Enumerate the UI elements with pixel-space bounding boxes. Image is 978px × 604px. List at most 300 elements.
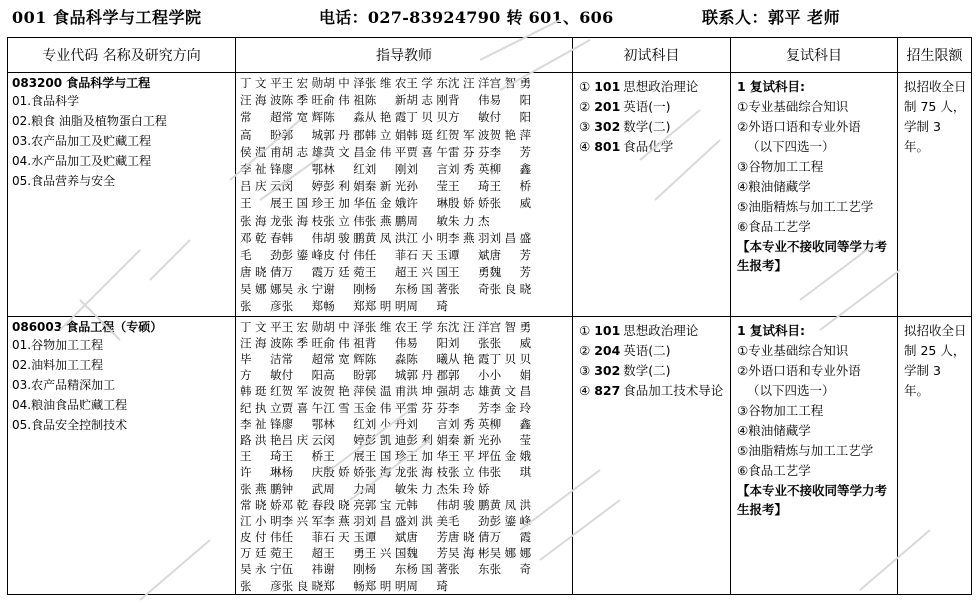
advisor-row [240, 109, 570, 126]
exam-name: 数学(二) [623, 362, 671, 378]
advisor-name: 胡骏鹏 [447, 497, 490, 512]
advisor-name: 王 勇 [447, 265, 490, 280]
advisor-name: 张 东 [447, 562, 490, 577]
advisor-name: 朱力杰 [447, 213, 490, 228]
advisor-name: 陈 新 [364, 93, 407, 108]
retest-title: 1 复试科目: [737, 322, 806, 338]
advisors-cell [236, 73, 573, 317]
exam-code: 201 [594, 99, 621, 114]
advisor-name: 张燕鹏 [364, 213, 407, 228]
exam-mark: ① [579, 79, 591, 94]
advisor-name: 张 郑 [281, 299, 324, 314]
advisor-row [240, 195, 570, 212]
advisor-name: 韩珽红 [240, 384, 282, 399]
exam-code: 302 [594, 362, 621, 378]
exam-code: 101 [594, 79, 621, 94]
retest-title: 1 复试科目: [737, 79, 806, 94]
exam-mark: ③ [579, 119, 591, 134]
advisor-name: 王加华 [323, 196, 365, 211]
advisor-name: 周 敏 [406, 213, 448, 228]
advisor-name: 胡志刚 [406, 93, 448, 108]
advisor-name: 孙 莹 [406, 179, 448, 194]
advisor-name: 廖 鄂 [281, 161, 324, 176]
exam-name: 食品加工技术导论 [623, 382, 724, 398]
advisor-name: 王 勇 [323, 546, 365, 561]
advisor-name: 杨国著 [406, 282, 448, 297]
retest-subject: ⑥食品工艺学 [737, 219, 811, 234]
contact-person: 联系人：郭平 老师 [702, 8, 841, 27]
advisor-name: 杨 东 [364, 282, 407, 297]
advisor-name: 丁贝贝 [406, 110, 448, 125]
advisor-name: 江小明 [406, 230, 448, 245]
advisor-name: 王学东 [406, 76, 448, 90]
exam-name: 数学(二) [623, 119, 671, 134]
advisor-name: 高 盼 [323, 368, 365, 383]
contact-phone: 电话：027-83924790 转 601、606 [319, 8, 614, 27]
advisor-row [240, 529, 570, 545]
advisor-name: 廖 鄂 [281, 416, 324, 431]
advisor-name: 金伟平 [364, 400, 407, 415]
exam-code: 302 [594, 119, 621, 134]
retest-subject: ①专业基础综合知识 [737, 342, 849, 358]
advisor-name: 郭 城 [281, 127, 324, 142]
research-direction: 05.食品安全控制技术 [12, 417, 128, 432]
advisor-name: 万廷菀 [323, 265, 365, 280]
advisor-name: 高 盼 [240, 127, 282, 142]
advisor-name: 朱玲娇 [447, 481, 490, 496]
advisor-name: 江小明 [240, 513, 282, 528]
advisor-name: 殷娇娇 [323, 465, 365, 480]
advisor-name: 彭鎏峰 [281, 247, 324, 262]
retest-subject: ②外语口语和专业外语 [737, 362, 861, 378]
retest-subject: ⑤油脂精炼与加工工艺学 [737, 442, 874, 458]
advisor-name: 俞伟祖 [323, 93, 365, 108]
advisor-name: 钟 武 [281, 481, 324, 496]
advisor-row [240, 281, 570, 298]
retest-note: 【本专业不接收同等学力考生报考】 [737, 239, 888, 273]
advisor-name: 张燕鹏 [240, 481, 282, 496]
advisor-name: 刘 言 [406, 161, 448, 176]
advisor-name: 李燕羽 [447, 230, 490, 245]
advisor-name: 王兴国 [364, 546, 407, 561]
advisor-name: 陈 淼 [323, 110, 365, 125]
advisor-name: 吕庆云 [281, 432, 324, 447]
advisor-name: 王国珍 [364, 449, 407, 464]
advisor-name: 吕庆云 [240, 179, 282, 194]
retest-subject: ①专业基础综合知识 [737, 99, 849, 114]
program-row [8, 73, 972, 317]
advisor-row [240, 497, 570, 513]
advisor-name: 吴娜娜 [489, 546, 532, 561]
quota-cell: 拟招收全日制 75 人，学制 3 年。 [898, 73, 972, 317]
retest-subject: ⑤油脂精炼与加工工艺学 [737, 199, 874, 214]
research-direction: 01.食品科学 [12, 94, 80, 108]
advisor-name: 王国珍 [281, 196, 324, 211]
advisor-row [240, 561, 570, 577]
advisor-row [240, 75, 570, 92]
advisor-name: 刘昌盛 [489, 230, 532, 245]
research-direction: 02.油料加工工程 [12, 357, 104, 372]
advisor-name: 周 敏 [364, 481, 407, 496]
advisor-row [240, 383, 570, 399]
advisor-name: 李金玲 [489, 400, 532, 415]
advisor-name: 汪海波 [240, 93, 282, 108]
advisor-name: 陈季旺 [281, 335, 324, 350]
advisor-row [240, 213, 570, 230]
exam-code: 204 [594, 342, 621, 358]
advisor-name: 贺军波 [447, 127, 490, 142]
retest-subject: ④粮油储藏学 [737, 422, 811, 438]
advisor-name: 韩 伟 [281, 230, 324, 245]
advisor-name: 郭丹郡 [323, 127, 365, 142]
advisor-row [240, 298, 570, 315]
exam-code: 101 [594, 322, 621, 338]
advisor-name: 刘小丹 [364, 416, 407, 431]
exam-subject [579, 97, 728, 117]
advisor-name: 邓乾春 [281, 497, 324, 512]
advisor-name: 黄凤洪 [489, 497, 532, 512]
advisor-name: 谢 刚 [323, 282, 365, 297]
advisor-name: 江雪玉 [323, 400, 365, 415]
advisor-name: 王 展 [240, 196, 282, 211]
advisor-name: 常 超 [240, 110, 282, 125]
retest-subject: ⑥食品工艺学 [737, 462, 811, 478]
advisor-row [240, 144, 570, 161]
advisor-name: 郑明明 [364, 578, 407, 593]
advisor-name: 周 琦 [406, 299, 448, 314]
advisor-row [240, 319, 570, 335]
advisor-name: 彭利娟 [406, 432, 448, 447]
advisor-name: 杨国著 [406, 562, 448, 577]
advisor-name: 杨 东 [364, 562, 407, 577]
advisor-row [240, 335, 570, 351]
retest-subject: ④粮油储藏学 [737, 179, 811, 194]
advisor-name: 张海枝 [406, 465, 448, 480]
advisor-name: 闵 婷 [323, 432, 365, 447]
advisor-name: 谭 斌 [364, 530, 407, 545]
advisor-name: 谢 刚 [323, 562, 365, 577]
advisor-name: 背 伟 [447, 93, 490, 108]
advisor-name: 杨 庆 [281, 465, 324, 480]
major-cell [8, 316, 236, 594]
advisor-name: 张维农 [364, 76, 407, 90]
advisor-name: 从艳霞 [364, 110, 407, 125]
advisor-name: 孙 莹 [489, 432, 532, 447]
advisor-name: 吴海彬 [447, 546, 490, 561]
retest-note: 【本专业不接收同等学力考生报考】 [737, 482, 888, 517]
advisor-name: 雷芬芬 [447, 144, 490, 159]
advisor-name: 李祉锋 [240, 416, 282, 431]
advisor-name: 付 阳 [489, 110, 532, 125]
advisor-name: 王 展 [323, 449, 365, 464]
exam-mark: ① [579, 322, 591, 338]
advisor-name: 张海龙 [240, 213, 282, 228]
advisor-row [240, 367, 570, 383]
major-code-name: 086003 食品工程（专硕） [12, 319, 163, 334]
advisor-name: 李燕羽 [323, 513, 365, 528]
advisor-name: 唐晓倩 [447, 530, 490, 545]
advisor-name: 周 琦 [406, 578, 448, 593]
advisor-row [240, 247, 570, 264]
advisor-name: 王 桥 [489, 179, 532, 194]
advisor-name: 黄文昌 [489, 384, 532, 399]
advisor-name: 张 威 [489, 196, 532, 211]
advisor-name: 付 阳 [281, 368, 324, 383]
advisor-name: 李祉锋 [240, 161, 282, 176]
advisor-name: 石天玉 [323, 530, 365, 545]
exam-mark: ② [579, 342, 591, 358]
research-direction: 04.水产品加工及贮藏工程 [12, 154, 152, 168]
advisor-name: 张 奇 [447, 282, 490, 297]
advisor-name: 吴娜娜 [240, 282, 282, 297]
exam-code: 827 [594, 382, 621, 398]
advisor-name: 许 琳 [240, 465, 282, 480]
advisor-row [240, 416, 570, 432]
advisor-name: 陈 曦 [406, 352, 448, 366]
advisor-name: 王 琦 [240, 449, 282, 464]
research-direction: 03.农产品加工及贮藏工程 [12, 134, 152, 148]
advisor-name: 毕 洁 [240, 352, 282, 366]
advisor-name: 王兴国 [406, 265, 448, 280]
advisor-name: 段晓亮 [323, 497, 365, 512]
advisor-name: 胡中泽 [323, 319, 365, 334]
advisor-name: 王 超 [281, 546, 324, 561]
advisor-name: 王平坪 [447, 449, 490, 464]
advisor-name: 任 菲 [364, 247, 407, 262]
advisor-name: 伍 祎 [281, 562, 324, 577]
advisor-row [240, 92, 570, 109]
advisor-name: 吴永宁 [240, 562, 282, 577]
exam-subject [579, 361, 728, 381]
advisor-name: 朱力杰 [406, 481, 448, 496]
advisor-name: 王宏勋 [281, 319, 324, 334]
advisor-name: 郭 城 [364, 368, 407, 383]
advisor-name: 小 娟 [489, 368, 532, 383]
col-header-initial-exam: 初试科目 [573, 38, 731, 73]
enrollment-table [7, 37, 972, 595]
advisor-name: 洪坤强 [406, 384, 448, 399]
advisor-name: 贺艳萍 [489, 127, 532, 142]
advisor-name: 黄文昌 [323, 144, 365, 159]
advisor-row [240, 127, 570, 144]
advisor-name: 易 阳 [406, 335, 448, 350]
advisor-name: 郑明明 [364, 299, 407, 314]
advisor-name: 常 超 [281, 352, 324, 366]
advisor-name: 刘 刚 [364, 161, 407, 176]
advisor-name: 宫智勇 [489, 319, 532, 334]
advisor-name: 许 琳 [406, 196, 448, 211]
advisor-name: 沈汪洋 [447, 319, 490, 334]
advisor-name: 贾喜午 [406, 144, 448, 159]
exam-code: 801 [594, 139, 621, 154]
advisor-row [240, 464, 570, 480]
advisor-name: 胡中泽 [323, 76, 365, 90]
advisor-name: 谭 斌 [447, 247, 490, 262]
advisor-name: 常宽辉 [323, 352, 365, 366]
advisor-name: 常宽辉 [281, 110, 324, 125]
advisor-row [240, 351, 570, 367]
advisor-name: 张立伟 [323, 213, 365, 228]
advisor-name: 张良晓 [281, 578, 324, 593]
exam-subject [579, 381, 728, 401]
advisor-name: 胡骏鹏 [323, 230, 365, 245]
advisor-name: 彭利娟 [323, 179, 365, 194]
advisor-name: 秦新光 [364, 179, 407, 194]
advisor-name: 贾喜午 [281, 400, 324, 415]
advisor-name: 宫智勇 [489, 76, 532, 90]
advisor-name: 张海枝 [281, 213, 324, 228]
advisor-name: 韩珽红 [406, 127, 448, 142]
retest-subject: （以下四选一） [747, 139, 835, 154]
advisor-name: 韩 伟 [406, 497, 448, 512]
advisor-name: 郭 小 [447, 368, 490, 383]
advisor-name: 李 芳 [447, 400, 490, 415]
col-header-major: 专业代码 名称及研究方向 [8, 38, 236, 73]
advisor-row [240, 578, 570, 594]
advisor-name: 张维农 [364, 319, 407, 334]
advisor-name: 张良晓 [489, 282, 532, 297]
advisor-name: 柳 鑫 [489, 161, 532, 176]
advisor-row [240, 432, 570, 448]
retest-subject: ③谷物加工工程 [737, 402, 824, 418]
advisor-name: 陈季旺 [281, 93, 324, 108]
advisor-name: 李 芳 [489, 144, 532, 159]
advisor-name: 丁贝贝 [489, 352, 532, 366]
advisor-row [240, 178, 570, 195]
advisor-name: 背 伟 [364, 335, 407, 350]
advisor-name: 魏 芳 [489, 265, 532, 280]
page-header [12, 6, 972, 30]
advisor-name: 万 霞 [281, 265, 324, 280]
exam-name: 英语(二) [623, 342, 671, 358]
advisor-name: 张 彦 [240, 578, 282, 593]
advisor-name: 胡志雄 [281, 144, 324, 159]
exam-name: 思想政治理论 [623, 79, 699, 94]
table-header-row [8, 38, 972, 73]
col-header-retest: 复试科目 [731, 38, 898, 73]
col-header-advisors: 指导教师 [236, 38, 573, 73]
advisor-name: 俞伟祖 [323, 335, 365, 350]
advisor-name: 周 力 [323, 481, 365, 496]
advisor-row [240, 481, 570, 497]
retest-subject: ②外语口语和专业外语 [737, 119, 861, 134]
advisor-name: 王 超 [364, 265, 407, 280]
advisor-name: 路洪艳 [240, 432, 282, 447]
research-direction: 04.粮油食品贮藏工程 [12, 397, 128, 412]
advisor-name: 郭宝元 [364, 497, 407, 512]
advisor-name: 石天玉 [406, 247, 448, 262]
retest-cell [731, 316, 898, 594]
initial-exam-cell [573, 316, 731, 594]
advisor-row [240, 161, 570, 178]
advisor-name: 王宏勋 [281, 76, 324, 90]
retest-subject: （以下四选一） [747, 382, 835, 398]
advisor-name: 刘 张 [447, 335, 490, 350]
advisor-name: 黄凤洪 [364, 230, 407, 245]
advisor-name: 胡志雄 [447, 384, 490, 399]
major-cell [8, 73, 236, 317]
advisor-name: 张海龙 [364, 465, 407, 480]
research-direction: 03.农产品精深加工 [12, 377, 116, 392]
major-code-name: 083200 食品科学与工程 [12, 76, 151, 90]
exam-name: 食品化学 [623, 139, 674, 154]
advisor-name: 邓乾春 [240, 230, 282, 245]
advisor-name: 刘秀英 [447, 161, 490, 176]
advisor-name: 韩立娟 [364, 127, 407, 142]
advisor-name: 方 敏 [240, 368, 282, 383]
advisor-row [240, 448, 570, 464]
program-row [8, 316, 972, 594]
quota-cell: 拟招收全日制 25 人，学制 3 年。 [898, 316, 972, 594]
advisor-row [240, 400, 570, 416]
advisor-row [240, 230, 570, 247]
advisor-name: 畅 郑 [323, 299, 365, 314]
advisor-name: 任 菲 [281, 530, 324, 545]
exam-subject [579, 77, 728, 97]
advisor-name: 张 威 [489, 335, 532, 350]
advisor-name: 唐 芳 [406, 530, 448, 545]
advisor-name: 常晓娇 [240, 497, 282, 512]
initial-exam-cell [573, 73, 731, 317]
advisor-name: 王加华 [406, 449, 448, 464]
advisor-name: 闵 婷 [281, 179, 324, 194]
advisor-name: 彭凯迪 [364, 432, 407, 447]
advisor-name: 刘秀英 [447, 416, 490, 431]
advisor-name: 柳 鑫 [489, 416, 532, 431]
advisor-name: 王 桥 [281, 449, 324, 464]
advisor-name: 雷芬芬 [406, 400, 448, 415]
col-header-quota: 招生限额 [898, 38, 972, 73]
advisor-name: 秦新光 [447, 432, 490, 447]
advisor-name: 皮付伟 [240, 530, 282, 545]
advisor-name: 李兴军 [281, 513, 324, 528]
advisor-name: 纪执立 [240, 400, 282, 415]
advisor-name: 张立伟 [447, 465, 490, 480]
advisor-row [240, 264, 570, 281]
advisor-name: 张 彦 [240, 299, 282, 314]
exam-mark: ③ [579, 362, 591, 378]
advisor-name: 侯温甫 [240, 144, 282, 159]
exam-name: 思想政治理论 [623, 322, 699, 338]
advisor-row [240, 513, 570, 529]
advisor-name: 万廷菀 [240, 546, 282, 561]
advisor-name: 张 奇 [489, 562, 532, 577]
exam-subject [579, 321, 728, 341]
advisor-name: 毛 劲 [240, 247, 282, 262]
advisor-name: 汪海波 [240, 335, 282, 350]
advisor-row [240, 545, 570, 561]
advisor-name: 伍金娥 [364, 196, 407, 211]
advisor-name: 贺艳萍 [323, 384, 365, 399]
exam-mark: ④ [579, 382, 591, 398]
exam-subject [579, 117, 728, 137]
advisor-name: 魏 芳 [406, 546, 448, 561]
advisor-name: 从艳霞 [447, 352, 490, 366]
advisor-name: 张 琪 [489, 465, 532, 480]
college-name: 001 食品科学与工程学院 [12, 8, 202, 27]
exam-name: 英语(一) [623, 99, 671, 114]
advisor-name: 易 阳 [489, 93, 532, 108]
advisor-name: 郭丹郡 [406, 368, 448, 383]
advisor-name: 丁文平 [240, 319, 282, 334]
advisor-name: 彭鎏峰 [489, 513, 532, 528]
advisor-name: 唐晓倩 [240, 265, 282, 280]
advisor-name: 王 琦 [447, 179, 490, 194]
retest-subject: ③谷物加工工程 [737, 159, 824, 174]
advisor-name: 贺军波 [281, 384, 324, 399]
advisor-name: 陈 淼 [364, 352, 407, 366]
advisor-name: 刘昌盛 [364, 513, 407, 528]
